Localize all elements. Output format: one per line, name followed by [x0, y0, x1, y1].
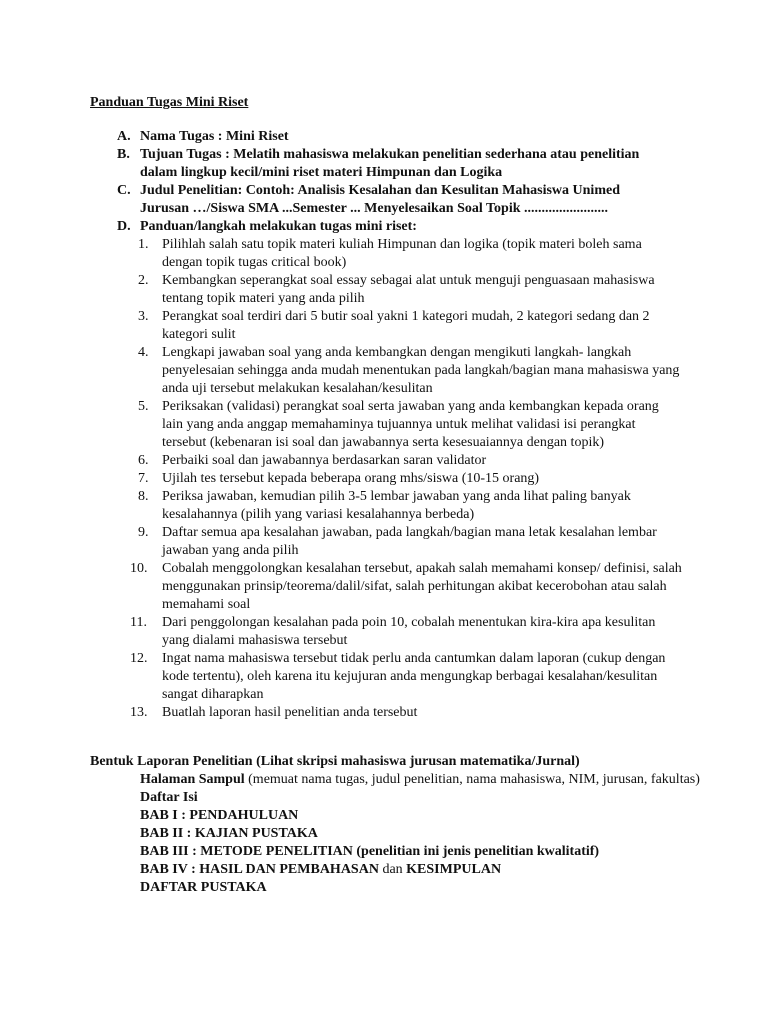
list-item	[0, 488, 768, 524]
section-list	[0, 128, 768, 722]
section-a	[0, 128, 768, 146]
section-b	[0, 146, 768, 182]
step-number: 1.	[138, 237, 149, 252]
step-text: Periksakan (validasi) perangkat soal serta jawaban yang anda kembangkan kepada orang lain yang anda anggap memahaminya tujuannya untuk melihat validasi isi perangkat tersebut (kebenaran isi soal dan jawabannya serta kesesuaiannya dengan topik)	[162, 399, 659, 450]
step-text: Ujilah tes tersebut kepada beberapa orang mhs/siswa (10-15 orang)	[162, 471, 540, 486]
list-item	[0, 308, 768, 344]
section-letter: C.	[117, 183, 131, 198]
step-number: 8.	[138, 489, 149, 504]
step-number: 10.	[130, 561, 148, 576]
cover-label: Halaman Sampul	[140, 772, 245, 787]
cover-description: (memuat nama tugas, judul penelitian, nama mahasiswa, NIM, jurusan, fakultas)	[244, 772, 700, 787]
list-item	[0, 524, 768, 560]
step-text: Periksa jawaban, kemudian pilih 3-5 lembar jawaban yang anda lihat paling banyak kesalahannya (pilih yang variasi kesalahannya berbeda)	[162, 489, 631, 522]
step-text: Cobalah menggolongkan kesalahan tersebut, apakah salah memahami konsep/ definisi, salah menggunakan prinsip/teorema/dalil/sifat, salah perhitungan akibat kecerobohan atau salah memahami soal	[162, 561, 682, 612]
step-text: Dari penggolongan kesalahan pada poin 10, cobalah menentukan kira-kira apa kesulitan yang dialami mahasiswa tersebut	[162, 615, 656, 648]
cover-item	[140, 771, 730, 789]
step-text: Lengkapi jawaban soal yang anda kembangkan dengan mengikuti langkah- langkah penyelesaian sehingga anda mudah menentukan pada langkah/bagian mana mahasiswa yang anda uji tersebut melakukan kesalahan/kesulitan	[162, 345, 680, 396]
list-item	[0, 236, 768, 272]
list-item	[0, 272, 768, 308]
bab1-item: BAB I : PENDAHULUAN	[140, 808, 299, 823]
step-number: 2.	[138, 273, 149, 288]
report-heading: Bentuk Laporan Penelitian (Lihat skripsi mahasiswa jurusan matematika/Jurnal)	[90, 754, 580, 769]
list-item	[0, 398, 768, 452]
step-number: 7.	[138, 471, 149, 486]
step-text: Kembangkan seperangkat soal essay sebagai alat untuk menguji penguasaan mahasiswa tentang topik materi yang anda pilih	[162, 273, 655, 306]
section-text: Panduan/langkah melakukan tugas mini riset:	[140, 219, 417, 234]
list-item	[0, 614, 768, 650]
report-format-section	[90, 753, 730, 897]
step-number: 9.	[138, 525, 149, 540]
list-item	[0, 560, 768, 614]
list-item	[0, 470, 768, 488]
bab4-conclusion: KESIMPULAN	[406, 862, 502, 877]
step-text: Ingat nama mahasiswa tersebut tidak perlu anda cantumkan dalam laporan (cukup dengan kode tertentu), oleh karena itu kejujuran anda mengungkap berbagai kesalahan/kesulitan sangat diharapkan	[162, 651, 666, 702]
section-c	[0, 182, 768, 218]
bab4-connector: dan	[378, 862, 407, 877]
section-text: Judul Penelitian: Contoh: Analisis Kesalahan dan Kesulitan Mahasiswa Unimed Jurusan …/Siswa SMA ...Semester ... Menyelesaikan Soal Topik ........................	[140, 183, 620, 216]
section-letter: B.	[117, 147, 130, 162]
list-item	[0, 650, 768, 704]
toc-item: Daftar Isi	[140, 790, 198, 805]
list-item	[0, 452, 768, 470]
list-item	[0, 704, 768, 722]
step-text: Perbaiki soal dan jawabannya berdasarkan saran validator	[162, 453, 487, 468]
bab4-item	[140, 861, 730, 879]
step-text: Pilihlah salah satu topik materi kuliah Himpunan dan logika (topik materi boleh sama dengan topik tugas critical book)	[162, 237, 642, 270]
step-number: 3.	[138, 309, 149, 324]
step-text: Perangkat soal terdiri dari 5 butir soal yakni 1 kategori mudah, 2 kategori sedang dan 2 kategori sulit	[162, 309, 650, 342]
step-number: 5.	[138, 399, 149, 414]
steps-list	[0, 236, 768, 722]
step-number: 13.	[130, 705, 148, 720]
page-title: Panduan Tugas Mini Riset	[90, 95, 249, 110]
step-number: 11.	[130, 615, 147, 630]
step-text: Buatlah laporan hasil penelitian anda tersebut	[162, 705, 418, 720]
step-text: Daftar semua apa kesalahan jawaban, pada langkah/bagian mana letak kesalahan lembar jawaban yang anda pilih	[162, 525, 657, 558]
bab3-item: BAB III : METODE PENELITIAN (penelitian ini jenis penelitian kwalitatif)	[140, 844, 600, 859]
section-letter: D.	[117, 219, 131, 234]
bab4-label: BAB IV : HASIL DAN PEMBAHASAN	[140, 862, 379, 877]
section-text: Tujuan Tugas : Melatih mahasiswa melakukan penelitian sederhana atau penelitian dalam lingkup kecil/mini riset materi Himpunan dan Logika	[140, 147, 640, 180]
report-items	[140, 771, 730, 897]
section-text: Nama Tugas : Mini Riset	[140, 129, 289, 144]
step-number: 6.	[138, 453, 149, 468]
step-number: 12.	[130, 651, 148, 666]
section-d	[0, 218, 768, 236]
bab2-item: BAB II : KAJIAN PUSTAKA	[140, 826, 318, 841]
section-letter: A.	[117, 129, 131, 144]
step-number: 4.	[138, 345, 149, 360]
list-item	[0, 344, 768, 398]
bibliography-item: DAFTAR PUSTAKA	[140, 880, 267, 895]
